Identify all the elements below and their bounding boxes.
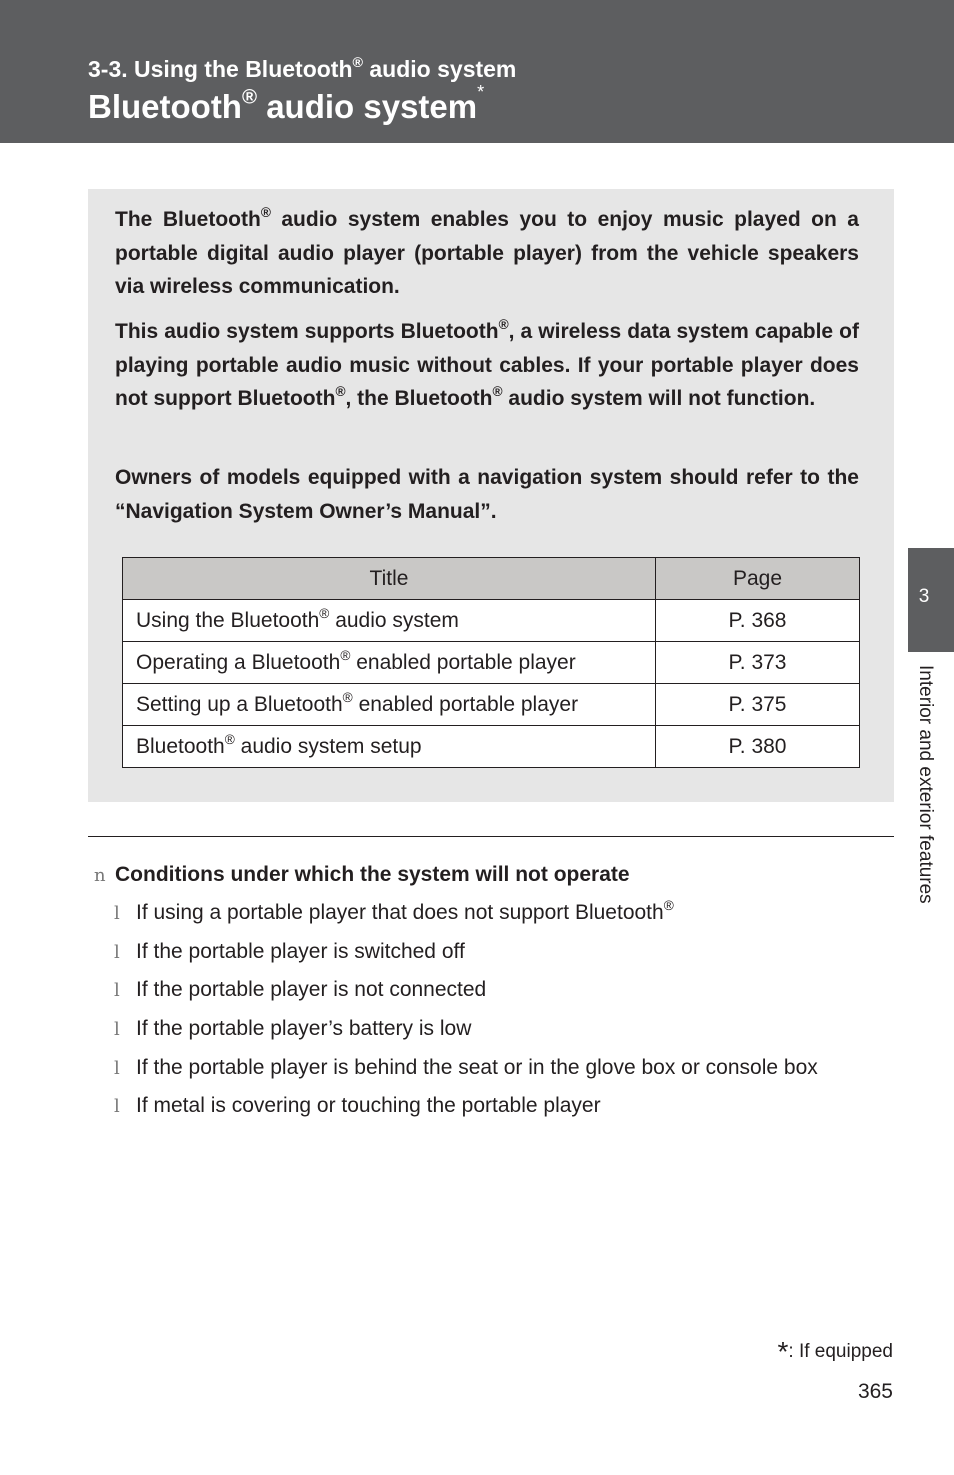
table-row [123,642,860,684]
condition-item: l If the portable player is not connected [114,978,487,1001]
asterisk-icon: * [777,1336,789,1367]
row-title: Using the Bluetooth® audio system [123,600,656,642]
table-row [123,600,860,642]
table-header-row [123,558,860,600]
table-row [123,684,860,726]
bullet-icon: l [114,1096,120,1117]
column-page: Page [656,558,860,600]
row-page: P. 368 [656,600,860,642]
condition-item: l If the portable player is switched off [114,940,465,963]
table-row [123,726,860,768]
condition-item: l If metal is covering or touching the portable player [114,1094,601,1117]
page-number: 365 [857,1380,893,1403]
heading-bullet-icon: n [94,865,106,886]
condition-item: l If the portable player is behind the seat or in the glove box or console box [114,1056,818,1079]
page-header [0,0,954,143]
bullet-icon: l [114,942,120,963]
condition-item: l If the portable player’s battery is low [114,1017,472,1040]
intro-paragraph-2: This audio system supports Bluetooth®, a wireless data system capable of playing portable audio music without cables. If your portable player does not support Bluetooth®, the Bluetooth® audio system will not function. [115,317,859,410]
intro-paragraph-1: The Bluetooth® audio system enables you to enjoy music played on a portable digital audio player (portable player) from the vehicle speakers via wireless communication. [115,205,859,298]
page-title: Bluetooth® audio system* [88,82,485,125]
row-page: P. 373 [656,642,860,684]
contents-table [122,557,860,768]
row-title: Setting up a Bluetooth® enabled portable player [123,684,656,726]
intro-paragraph-3: Owners of models equipped with a navigation system should refer to the “Navigation System Owner’s Manual”. [115,466,859,523]
footnote: *: If equipped [777,1336,893,1367]
condition-item: l If using a portable player that does not support Bluetooth® [114,898,674,924]
row-page: P. 375 [656,684,860,726]
chapter-tab [908,548,954,652]
conditions-heading: n Conditions under which the system will not operate [94,863,630,886]
row-page: P. 380 [656,726,860,768]
bullet-icon: l [114,1058,120,1079]
row-title: Operating a Bluetooth® enabled portable player [123,642,656,684]
chapter-number: 3 [918,586,930,607]
bullet-icon: l [114,903,120,924]
section-divider [88,836,894,837]
if-equipped-star: * [477,82,485,103]
bullet-icon: l [114,1019,120,1040]
column-title: Title [123,558,656,600]
row-title: Bluetooth® audio system setup [123,726,656,768]
chapter-label: Interior and exterior features [915,665,936,904]
bullet-icon: l [114,980,120,1001]
section-heading: 3-3. Using the Bluetooth® audio system [88,55,517,82]
